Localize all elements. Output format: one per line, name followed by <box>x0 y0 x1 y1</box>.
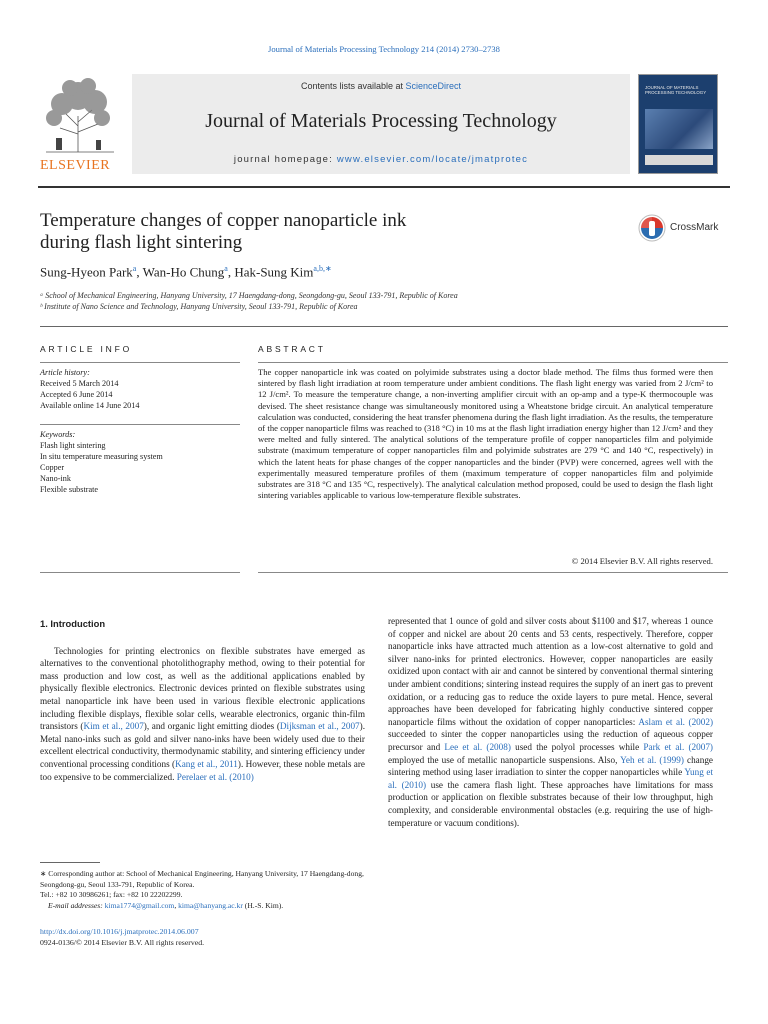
citation-link[interactable]: Lee et al. (2008) <box>444 741 511 752</box>
email-link[interactable]: kima@hanyang.ac.kr <box>178 900 243 910</box>
keywords <box>40 429 240 495</box>
body-column-right <box>388 615 713 829</box>
email-separator: , <box>174 900 179 910</box>
abstract-divider <box>258 362 728 363</box>
journal-banner <box>132 74 630 174</box>
keyword: Copper <box>40 463 65 472</box>
title-line-2: during flash light sintering <box>40 232 243 253</box>
journal-cover-thumbnail[interactable] <box>638 74 718 174</box>
corresponding-author-footnote <box>40 869 365 911</box>
author-name: Hak-Sung Kim <box>234 264 314 280</box>
email-link[interactable]: kima1774@gmail.com <box>104 900 175 910</box>
author-separator: , <box>227 264 235 280</box>
crossmark-icon <box>638 214 666 242</box>
footnote-address: ∗ Corresponding author at: School of Mechanical Engineering, Hanyang University, 17 Haengdang-dong, Seongdong-gu, Seoul 133-791, Republic of Korea. <box>40 869 364 889</box>
email-label: E-mail addresses: <box>48 900 105 910</box>
history-heading: Article history: <box>40 368 90 377</box>
doi-block <box>40 926 365 948</box>
article-history <box>40 367 240 411</box>
citation-link[interactable]: Dijksman et al., 2007 <box>279 721 360 732</box>
title-divider <box>40 326 728 327</box>
keyword: Flexible substrate <box>40 485 98 494</box>
info-divider <box>40 362 240 363</box>
crossmark-label: CrossMark <box>670 222 719 233</box>
citation-link[interactable]: Yeh et al. (1999) <box>620 754 684 765</box>
crossmark-badge[interactable] <box>638 214 728 246</box>
affiliations <box>40 290 720 312</box>
cover-band <box>645 155 713 165</box>
text-run: employed the use of metallic nanoparticle suspensions. Also, <box>388 754 621 765</box>
author-affiliation-mark[interactable]: a <box>224 264 228 273</box>
header-divider <box>38 186 730 188</box>
citation-link[interactable]: Kang et al., 2011 <box>175 758 238 769</box>
contents-line <box>132 81 630 91</box>
text-run: used the polyol processes while <box>510 741 644 752</box>
footnote-phone: Tel.: +82 10 30986261; fax: +82 10 22202299. <box>40 890 183 900</box>
citation-link[interactable]: Aslam et al. (2002) <box>638 716 713 727</box>
keyword: In situ temperature measuring system <box>40 452 163 461</box>
text-run: ). However, these noble metals are too expensive to be commercialized. <box>40 758 365 782</box>
footnote-emails <box>40 901 365 912</box>
article-title <box>40 210 600 254</box>
homepage-prefix: journal homepage: <box>233 154 337 165</box>
affiliation-a: ᵃ School of Mechanical Engineering, Hanyang University, 17 Haengdang-dong, Seongdong-gu, Seoul 133-791, Republic of Korea <box>40 291 458 300</box>
sciencedirect-link[interactable]: ScienceDirect <box>405 81 462 91</box>
introduction-paragraph <box>40 645 365 784</box>
homepage-line <box>132 154 630 165</box>
title-line-1: Temperature changes of copper nanoparticle ink <box>40 210 407 231</box>
citation-link[interactable]: Perelaer et al. (2010) <box>176 771 254 782</box>
citation-link[interactable]: Yung et al. (2010) <box>388 767 713 790</box>
text-run: use the camera flash light. These approaches have limitations for mass production or application on flexible substrates because of their low throughput, high complexity, and considerable environmental obstacles (e.g. requiring the use of high-temperature or vacuum conditions). <box>388 779 713 828</box>
author-list <box>40 264 640 280</box>
keyword: Nano-ink <box>40 474 71 483</box>
email-suffix: (H.-S. Kim). <box>242 900 284 910</box>
citation-link[interactable]: Park et al. (2007) <box>643 741 713 752</box>
info-divider <box>40 572 240 573</box>
cover-title: JOURNAL OF MATERIALS PROCESSING TECHNOLOGY <box>645 85 707 96</box>
abstract-divider <box>258 572 728 573</box>
homepage-link[interactable]: www.elsevier.com/locate/jmatprotec <box>336 154 529 165</box>
doi-link[interactable]: http://dx.doi.org/10.1016/j.jmatprotec.2014.06.007 <box>40 927 199 936</box>
author-name: Sung-Hyeon Park <box>40 264 133 280</box>
citation-link[interactable]: Kim et al., 2007 <box>83 721 144 732</box>
elsevier-tree-icon <box>38 76 122 154</box>
text-run: change sintering method using laser irradiation to sinter the copper nanoparticles while <box>388 754 714 778</box>
author-name: Wan-Ho Chung <box>142 264 225 280</box>
abstract-body: The copper nanoparticle ink was coated on polyimide substrates using a doctor blade method. The films thus formed were then sintered by flash light irradiation at room temperature under ambient conditions. The flash light energy was varied from 2 J/cm² to 12 J/cm². To measure the temperature change, a non-inverting amplifier circuit with an op-amp and a type-K thermocouple was devised. The sheet resistance change was simultaneously monitored using a Wheatstone bridge circuit. An analytical temperature calculation was conducted, considering the heat transfer phenomena during the flash light irradiation. As the results, the temperature of the copper nanoparticle films was reached to (318 °C) in 10 ms at the flash light irradiation energy higher than 12 J/cm² and they were melted and fully sintered. The analytical solutions of the temperature profile of copper nanoparticles film and polyimide substrate (maximum temperature of copper nanoparticles film and polyimide substrates are 279 °C and 140 °C, respectively) in which the latent heats for phase changes of the copper nanoparticles and the binder (PVP) were concerned, agrees well with the experimentally measured temperature profiles of them (maximum temperature of copper nanoparticles film and polyimide substrates are 318 °C and 135 °C, respectively). The analytical calculation method proposed, could be used to design the flash light sintering variables applicable to various low-temperature flexible substrates. <box>258 367 713 501</box>
received-date: Received 5 March 2014 <box>40 379 119 388</box>
introduction-heading: 1. Introduction <box>40 618 106 629</box>
body-column-left <box>40 618 365 783</box>
author-affiliation-mark[interactable]: a,b,∗ <box>313 264 332 273</box>
keywords-heading: Keywords: <box>40 430 76 439</box>
footnote-divider <box>40 862 100 863</box>
author-affiliation-mark[interactable]: a <box>132 264 137 273</box>
text-run: ). Metal nano-inks such as gold and silver nano-inks have been widely used due to their excellent electrical conductivity, thermodynamic stability, and sintering efficiency under conventional processing conditions ( <box>40 721 365 769</box>
journal-citation-link[interactable]: Journal of Materials Processing Technology 214 (2014) 2730–2738 <box>268 44 500 54</box>
cover-image <box>645 109 713 149</box>
online-date: Available online 14 June 2014 <box>40 401 140 410</box>
elsevier-logo <box>38 76 122 174</box>
contents-prefix: Contents lists available at <box>300 81 406 91</box>
author-separator: , <box>136 264 143 280</box>
text-run: represented that 1 ounce of gold and silver costs about $1100 and $17, whereas 1 ounce of copper and nickel are about 20 cents and 53 cents, respectively. Therefore, copper nanoparticle inks have attracted much attention as a low-cost alternative to gold and silver nano-inks for printed electronics. However, copper nanoparticles are easily oxidized upon contact with air and cannot be sintered by conventional thermal sintering under ambient conditions; sintering instead requires the supply of an inert gas to prevent oxidation, or a reducing gas to reduce the oxide layers to pure metal. Hence, several approaches have been developed for fabricating highly conductive sintered copper nanoparticle films without the oxidation of copper nanoparticles: <box>388 616 713 727</box>
journal-title: Journal of Materials Processing Technology <box>205 110 557 132</box>
text-run: Technologies for printing electronics on flexible substrates have emerged as alternatives to the conventional photolithography method, owing to their potential for mass production and low cost, as well as the additional applications enabled by physically flexible electronics. Electronic devices printed on flexible substrates using metal nanoparticle ink have been used in various flexible electronic applications including flexible displays, flexible solar cells, wearable electronics, organic thin-film transistors ( <box>40 645 365 732</box>
journal-header <box>38 66 730 174</box>
text-run: ), and organic light emitting diodes ( <box>143 721 280 732</box>
abstract-heading: ABSTRACT <box>258 344 326 354</box>
keyword: Flash light sintering <box>40 441 106 450</box>
issn-copyright: 0924-0136/© 2014 Elsevier B.V. All rights reserved. <box>40 938 205 947</box>
affiliation-b: ᵇ Institute of Nano Science and Technology, Hanyang University, Seoul 133-791, Republic of Korea <box>40 302 358 311</box>
abstract-copyright: © 2014 Elsevier B.V. All rights reserved. <box>571 556 713 566</box>
publisher-wordmark: ELSEVIER <box>40 158 111 173</box>
article-info-heading: ARTICLE INFO <box>40 344 133 354</box>
accepted-date: Accepted 6 June 2014 <box>40 390 113 399</box>
info-divider <box>40 424 240 425</box>
text-run: succeeded to sinter the copper nanoparticles using the reduction of aqueous copper precursor and <box>388 729 713 752</box>
